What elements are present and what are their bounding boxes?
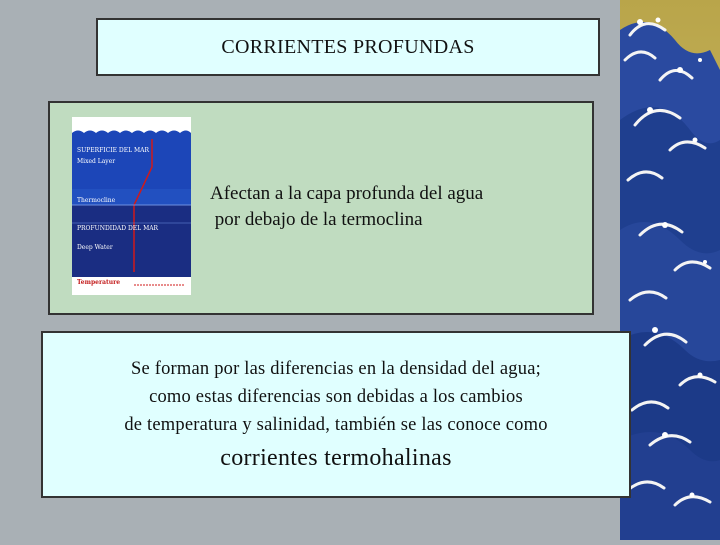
bottom-text-line1: Se forman por las diferencias en la densidad del agua; [131, 359, 541, 379]
middle-text [210, 181, 483, 233]
bottom-text-highlight: corrientes termohalinas [220, 445, 452, 471]
diagram-deep-surface-label: PROFUNDIDAD DEL MAR [77, 225, 159, 232]
ocean-layers-image [72, 117, 191, 295]
diagram-mixed-layer-label: Mixed Layer [77, 158, 116, 165]
diagram-deep-water-label: Deep Water [77, 244, 113, 251]
bottom-text-line3: de temperatura y salinidad, también se las conoce como [124, 415, 548, 435]
content-panel [48, 101, 594, 315]
middle-text-line2: por debajo de la termoclina [214, 209, 423, 230]
bottom-text-line2: como estas diferencias son debidas a los cambios [149, 387, 523, 407]
slide-title-box [96, 18, 600, 76]
diagram-surface-label: SUPERFICIE DEL MAR [77, 147, 149, 154]
wave-art-icon [620, 0, 720, 540]
diagram-thermocline-label: Thermocline [77, 197, 116, 204]
slide-title: CORRIENTES PROFUNDAS [221, 35, 475, 58]
middle-text-line1: Afectan a la capa profunda del agua [210, 183, 484, 204]
wave-decoration [620, 0, 720, 540]
diagram-temperature-label: Temperature [77, 279, 121, 286]
ocean-layers-diagram [72, 117, 191, 295]
bottom-text-box [41, 331, 631, 498]
